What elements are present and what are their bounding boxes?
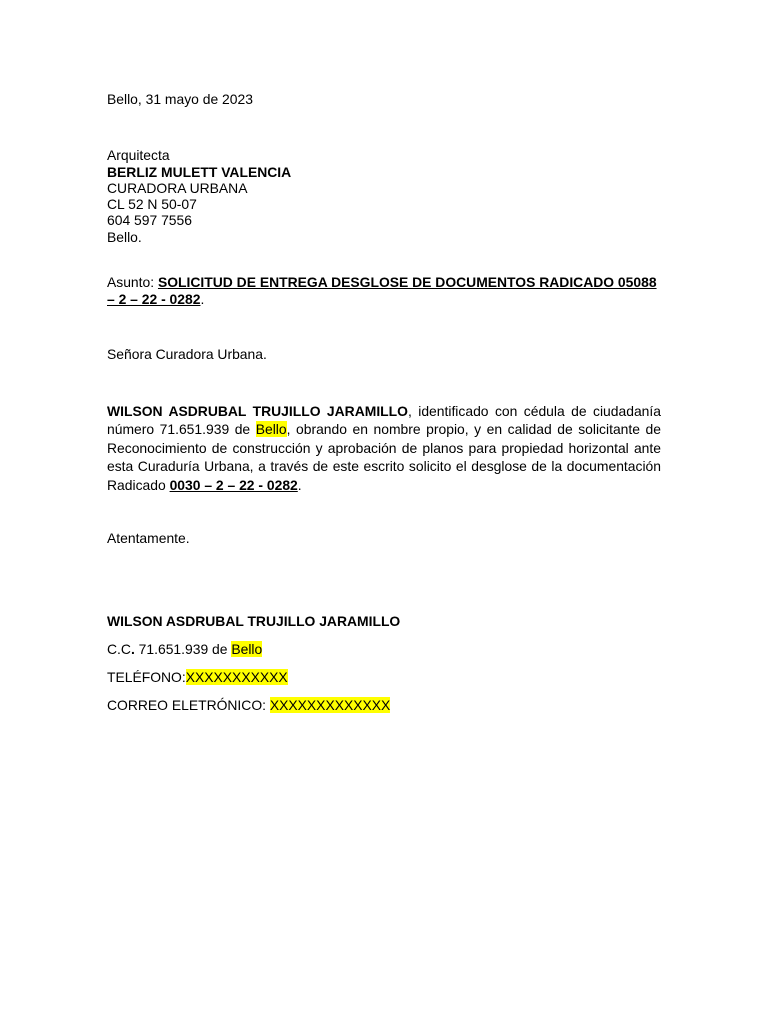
signature-name: WILSON ASDRUBAL TRUJILLO JARAMILLO [107, 613, 401, 629]
subject-text-1: SOLICITUD DE ENTREGA DESGLOSE DE DOCUMENTOS RADICADO 05088 [157, 274, 657, 290]
signature-cc: C.C. 71.651.939 de Bello [107, 641, 263, 657]
highlight-email: XXXXXXXXXXXXX [269, 697, 391, 713]
body-line-1: WILSON ASDRUBAL TRUJILLO JARAMILLO, identificado con cédula de ciudadanía [107, 403, 661, 419]
recipient-phone: 604 597 7556 [107, 212, 192, 228]
salutation: Señora Curadora Urbana. [107, 346, 267, 362]
signature-email: CORREO ELETRÓNICO: XXXXXXXXXXXXX [107, 697, 391, 713]
subject-label: Asunto: [107, 274, 158, 290]
recipient-city: Bello. [107, 229, 142, 245]
highlight-city: Bello [255, 421, 287, 438]
radicado-number: 0030 – 2 – 22 - 0282 [169, 476, 298, 493]
subject-text-2: – 2 – 22 - 0282 [107, 291, 201, 307]
signature-phone: TELÉFONO:XXXXXXXXXXX [107, 669, 288, 685]
body-line-5: Radicado 0030 – 2 – 22 - 0282. [107, 476, 302, 493]
body-paragraph [107, 402, 661, 494]
closing: Atentamente. [107, 530, 190, 546]
highlight-phone: XXXXXXXXXXX [185, 669, 288, 685]
recipient-address: CL 52 N 50-07 [107, 196, 197, 212]
body-line-2: número 71.651.939 de Bello, obrando en nombre propio, y en calidad de solicitante de [107, 421, 661, 438]
date-line: Bello, 31 mayo de 2023 [107, 91, 253, 107]
highlight-cc-city: Bello [231, 641, 263, 657]
recipient-role: CURADORA URBANA [107, 180, 248, 196]
subject-line-1 [107, 274, 657, 291]
recipient-title: Arquitecta [107, 147, 170, 163]
recipient-name: BERLIZ MULETT VALENCIA [107, 164, 292, 180]
body-name: WILSON ASDRUBAL TRUJILLO JARAMILLO [107, 403, 408, 419]
body-line-3: Reconocimiento de construcción y aprobación de planos para propiedad horizontal ante [107, 439, 661, 456]
body-line-4: esta Curaduría Urbana, a través de este escrito solicito el desglose de la documentación [107, 458, 661, 475]
subject-line-2 [107, 291, 204, 308]
subject-end: . [200, 291, 205, 307]
